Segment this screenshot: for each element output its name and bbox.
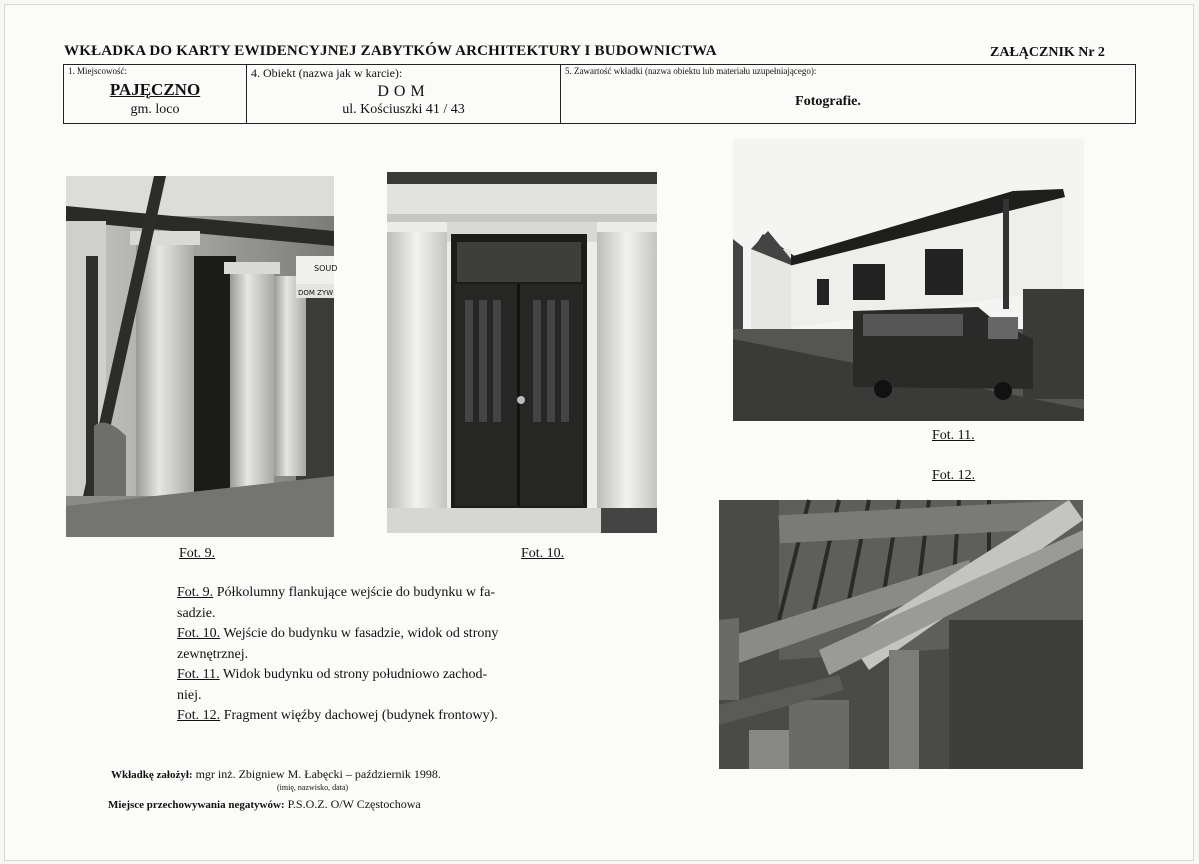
description-item: Fot. 11. Widok budynku od strony południowo zachod-: [177, 667, 488, 682]
place-cell: [64, 65, 247, 124]
content-cell: [561, 65, 1136, 124]
object-cell: [247, 65, 561, 124]
sign-text: SOUD: [314, 264, 338, 273]
description-item: Fot. 12. Fragment więźby dachowej (budynek frontowy).: [177, 708, 498, 723]
caption-fot12: Fot. 12.: [932, 468, 976, 483]
author-hint: (imię, nazwisko, data): [277, 783, 349, 792]
header-table: [63, 64, 1136, 124]
object-name: DOM: [377, 83, 430, 100]
author-value: mgr inż. Zbigniew M. Łabęcki – październik 1998.: [195, 767, 441, 781]
description-continuation: niej.: [177, 687, 202, 703]
sign-text-2: DOM ZYW: [298, 289, 334, 297]
object-label: 4. Obiekt (nazwa jak w karcie):: [251, 66, 403, 80]
storage-line: [108, 797, 421, 812]
description-item: Fot. 10. Wejście do budynku w fasadzie, widok od strony: [177, 626, 499, 641]
storage-label: Miejsce przechowywania negatywów:: [108, 799, 285, 811]
object-address: ul. Kościuszki 41 / 43: [342, 102, 465, 117]
storage-value: P.S.O.Z. O/W Częstochowa: [287, 797, 421, 811]
author-line: [111, 767, 441, 782]
place-label: 1. Miejscowość:: [68, 66, 127, 76]
document-title: WKŁADKA DO KARTY EWIDENCYJNEJ ZABYTKÓW ARCHITEKTURY I BUDOWNICTWA: [64, 43, 717, 59]
caption-fot11: Fot. 11.: [932, 428, 975, 443]
description-item: Fot. 9. Półkolumny flankujące wejście do budynku w fa-: [177, 585, 496, 600]
content-label: 5. Zawartość wkładki (nazwa obiektu lub materiału uzupełniającego):: [565, 66, 817, 76]
photo-fot12: [719, 500, 1083, 769]
caption-fot10: Fot. 10.: [521, 546, 565, 561]
photo-descriptions: [177, 583, 577, 727]
annex-number: ZAŁĄCZNIK Nr 2: [990, 45, 1105, 60]
description-continuation: sadzie.: [177, 605, 216, 621]
photo-fot10: [387, 172, 657, 533]
photo-fot11: [733, 139, 1084, 421]
author-label: Wkładkę założył:: [111, 769, 193, 781]
commune: gm. loco: [130, 102, 180, 117]
description-continuation: zewnętrznej.: [177, 646, 249, 662]
place-name: PAJĘCZNO: [109, 80, 201, 99]
content-value: Fotografie.: [795, 94, 861, 109]
caption-fot9: Fot. 9.: [179, 546, 216, 561]
photo-fot9: [66, 176, 338, 537]
